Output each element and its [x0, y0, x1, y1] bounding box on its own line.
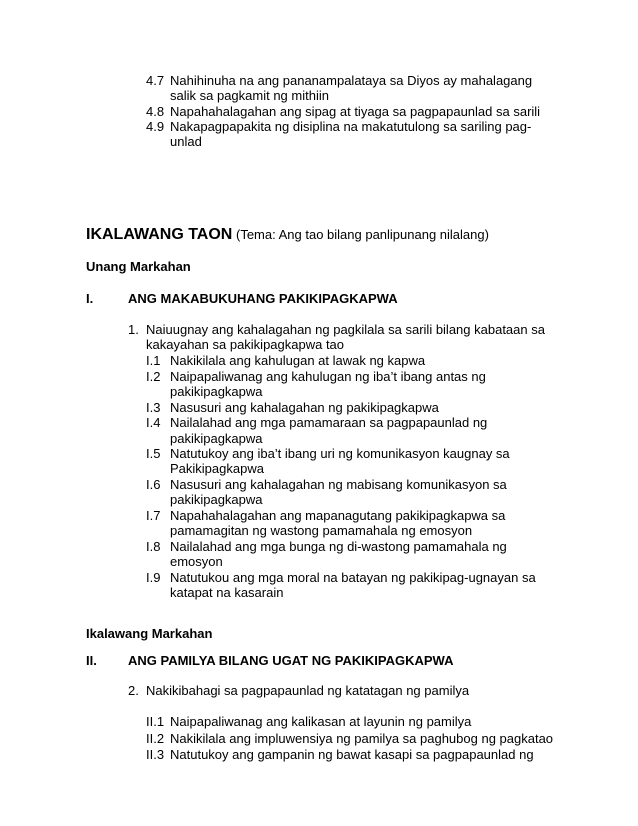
section-number: II. [86, 653, 97, 668]
item-number: I.4 [146, 415, 161, 431]
item-number: I.9 [146, 569, 161, 585]
item-text: salik sa pagkamit ng mithiin [170, 88, 329, 103]
item-text: Nasusuri ang kahalagahan ng mabisang komunikasyon sa [170, 477, 507, 493]
item-text: Nakikilala ang kahulugan at lawak ng kapwa [170, 353, 426, 368]
item-text: unlad [170, 134, 202, 149]
item-text: Pakikipagkapwa [170, 461, 264, 477]
goal-text: kakayahan sa pakikipagkapwa tao [146, 337, 345, 352]
goal-text: Nakikibahagi sa pagpapaunlad ng katatagan ng pamilya [146, 683, 470, 698]
item-text: Naipapaliwanag ang kalikasan at layunin ng pamilya [170, 714, 472, 729]
goal-number: 1. [128, 322, 139, 337]
item-text: Nahihinuha na ang pananampalataya sa Diyos ay mahalagang [170, 73, 533, 88]
section-title: ANG PAMILYA BILANG UGAT NG PAKIKIPAGKAPWA [128, 653, 454, 668]
item-text: pakikipagkapwa [170, 430, 263, 446]
item-number: I.7 [146, 508, 161, 523]
item-number: I.6 [146, 477, 161, 493]
item-text: Naipapaliwanag ang kahulugan ng iba’t ibang antas ng [170, 368, 486, 384]
item-text: Napahahalagahan ang sipag at tiyaga sa pagpapaunlad sa sarili [170, 104, 541, 119]
year-title: IKALAWANG TAON [86, 226, 233, 243]
item-text: Nasusuri ang kahalagahan ng pakikipagkapwa [170, 399, 439, 415]
quarter-label: Ikalawang Markahan [86, 626, 213, 641]
item-number: I.3 [146, 399, 161, 415]
item-number: 4.9 [146, 119, 165, 134]
item-text: Nakapagpapakita ng disiplina na makatutulong sa sariling pag- [170, 119, 532, 134]
year-theme: (Tema: Ang tao bilang panlipunang nilalang) [235, 227, 489, 242]
item-number: 4.8 [146, 104, 165, 119]
item-text: Natutukou ang mga moral na batayan ng pakikipag-ugnayan sa [170, 569, 536, 585]
quarter-label: Unang Markahan [86, 259, 191, 274]
item-text: emosyon [170, 554, 223, 570]
item-text: Nailalahad ang mga bunga ng di-wastong pamamahala ng [170, 538, 507, 554]
item-text: pakikipagkapwa [170, 383, 263, 399]
item-text: Nailalahad ang mga pamamaraan sa pagpapaunlad ng [170, 415, 488, 431]
goal-text: Naiuugnay ang kahalagahan ng pagkilala sa sarili bilang kabataan sa [146, 322, 545, 337]
item-number: II.2 [146, 730, 165, 746]
item-text: Napahahalagahan ang mapanagutang pakikipagkapwa sa [170, 508, 506, 523]
item-text: Nakikilala ang impluwensiya ng pamilya sa paghubog ng pagkatao [170, 730, 554, 746]
item-number: II.3 [146, 747, 165, 762]
item-text: Natutukoy ang iba’t ibang uri ng komunikasyon kaugnay sa [170, 446, 510, 462]
item-number: I.2 [146, 368, 161, 384]
section-number: I. [86, 291, 94, 306]
item-number: I.5 [146, 446, 161, 462]
section-title: ANG MAKABUKUHANG PAKIKIPAGKAPWA [128, 291, 398, 306]
item-number: I.1 [146, 353, 161, 368]
goal-number: 2. [128, 683, 139, 698]
item-number: II.1 [146, 714, 165, 729]
year-heading [86, 226, 489, 244]
item-text: pakikipagkapwa [170, 492, 263, 508]
item-number: 4.7 [146, 73, 165, 88]
item-text: katapat na kasarain [170, 585, 284, 600]
item-text: pamamagitan ng wastong pamamahala ng emosyon [170, 523, 473, 539]
item-text: Natutukoy ang gampanin ng bawat kasapi sa pagpapaunlad ng [170, 747, 534, 762]
item-number: I.8 [146, 538, 161, 554]
